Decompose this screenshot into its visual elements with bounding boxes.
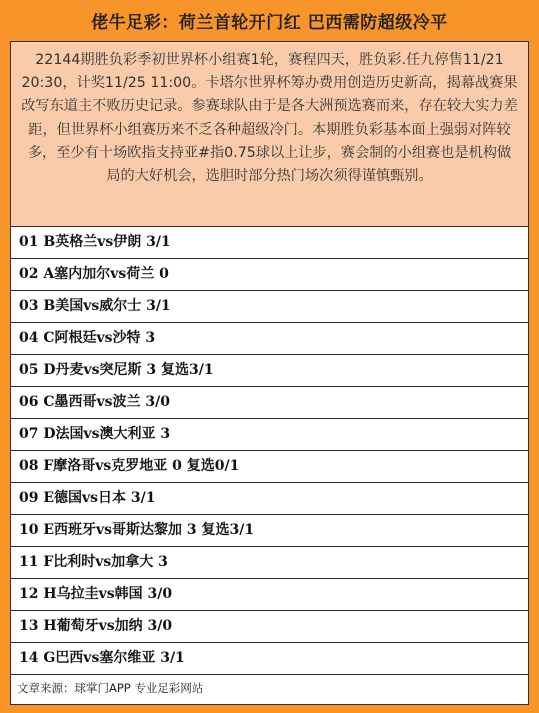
intro-paragraph: 22144期胜负彩季初世界杯小组赛1轮，赛程四天，胜负彩.任九停售11/21 20:30，计奖11/25 11:00。卡塔尔世界杯筹办费用创造历史新高，揭幕战赛果改写东道主不败历史记录。参赛球队由于是各大洲预选赛而来，存在较大实力差距，但世界杯小组赛历来不乏各种超级冷门。本期胜负彩基本面上强弱对阵较多，至少有十场欧指支持亚#指0.75球以上让步，赛会制的小组赛也是机构做局的大好机会，选胆时部分热门场次须得谨慎甄别。 — [11, 42, 528, 227]
match-row: 07 D法国vs澳大利亚 3 — [11, 419, 528, 451]
match-row: 11 F比利时vs加拿大 3 — [11, 547, 528, 579]
match-row: 04 C阿根廷vs沙特 3 — [11, 323, 528, 355]
match-row: 13 H葡萄牙vs加纳 3/0 — [11, 611, 528, 643]
match-row: 09 E德国vs日本 3/1 — [11, 483, 528, 515]
content-table — [10, 41, 529, 705]
match-row: 08 F摩洛哥vs克罗地亚 0 复选0/1 — [11, 451, 528, 483]
match-row: 06 C墨西哥vs波兰 3/0 — [11, 387, 528, 419]
match-list — [11, 227, 528, 675]
match-row: 05 D丹麦vs突尼斯 3 复选3/1 — [11, 355, 528, 387]
match-row: 03 B美国vs威尔士 3/1 — [11, 291, 528, 323]
match-row: 14 G巴西vs塞尔维亚 3/1 — [11, 643, 528, 675]
match-row: 10 E西班牙vs哥斯达黎加 3 复选3/1 — [11, 515, 528, 547]
source-footer: 文章来源：球掌门APP 专业足彩网站 — [17, 681, 204, 695]
match-row: 12 H乌拉圭vs韩国 3/0 — [11, 579, 528, 611]
page-title: 佬牛足彩：荷兰首轮开门红 巴西需防超级冷平 — [91, 13, 448, 33]
match-row: 02 A塞内加尔vs荷兰 0 — [11, 259, 528, 291]
match-row: 01 B英格兰vs伊朗 3/1 — [11, 227, 528, 259]
